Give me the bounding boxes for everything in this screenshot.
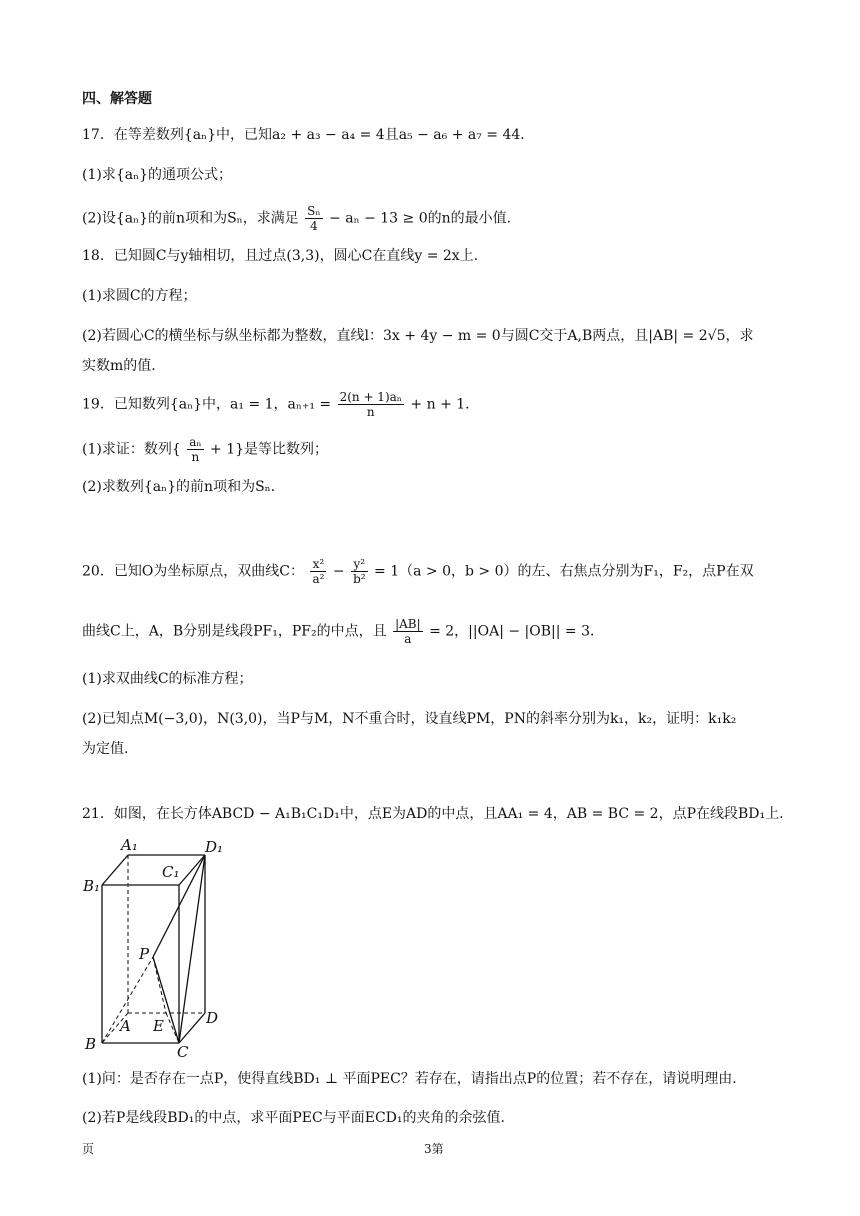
edge-b1-a1 [102, 855, 128, 885]
q20-x-den: a² [312, 572, 325, 586]
footer-page-number: 3第 [424, 1142, 444, 1156]
q20-y-den: b² [353, 572, 366, 586]
q19-part2: (2)求数列{aₙ}的前n项和为Sₙ． [82, 479, 285, 495]
label-c1: C₁ [162, 863, 180, 881]
q20-x-num: x² [310, 557, 326, 572]
q20-line2-a: 曲线C上，A，B分别是线段PF₁，PF₂的中点，且 [82, 623, 387, 640]
q21-part1: (1)问：是否存在一点P，使得直线BD₁ ⊥ 平面PEC？若存在，请指出点P的位置；若不存在，请说明理由. [82, 1071, 737, 1087]
label-p: P [139, 945, 150, 963]
q20-ab-den: a [404, 632, 412, 646]
q20-part2: (2)已知点M(−3,0)，N(3,0)，当P与M，N不重合时，设直线PM，PN的斜率分别为k₁，k₂，证明：k₁k₂ [82, 711, 737, 727]
section-heading: 四、解答题 [82, 91, 152, 107]
q17-part2 [82, 204, 790, 233]
q18-stem: 18．已知圆C与y轴相切，且过点(3,3)，圆心C在直线y = 2x上. [82, 248, 479, 264]
label-c: C [177, 1043, 189, 1060]
q17-part1: (1)求{aₙ}的通项公式； [82, 167, 233, 183]
q20-ab-num: |AB| [395, 617, 421, 631]
q19-part1-frac-num: aₙ [189, 435, 202, 449]
q19-stem-b: + n + 1． [410, 396, 480, 413]
q19-part1-a: (1)求证：数列{ [82, 441, 181, 458]
label-d: D [206, 1009, 219, 1027]
q17-stem: 17．在等差数列{aₙ}中，已知a₂ + a₃ − a₄ = 4且a₅ − a₆ + a₇ = 44． [82, 127, 535, 143]
q20-part1: (1)求双曲线C的标准方程； [82, 671, 253, 687]
q20-line2-b: = 2，||OA| − |OB|| = 3． [429, 623, 605, 640]
q19-part1-fraction [187, 435, 203, 464]
q19-part1-b: + 1}是等比数列； [210, 441, 329, 458]
segment-p-e-hidden [153, 957, 166, 1013]
q20-y-num: y² [351, 557, 368, 572]
segment-c-d1 [179, 855, 205, 1043]
label-a1: A₁ [121, 836, 138, 854]
q18-part2-cont: 实数m的值. [82, 358, 156, 374]
label-b1: B₁ [83, 877, 101, 895]
q19-stem-a: 19．已知数列{aₙ}中，a₁ = 1，aₙ₊₁ = [82, 396, 332, 413]
prism-figure [78, 835, 248, 1060]
label-a: A [120, 1017, 131, 1035]
q19-stem-frac-num: 2(n + 1)aₙ [339, 390, 402, 404]
q17-frac-num: Sₙ [307, 204, 321, 218]
q19-part1-frac-den: n [191, 450, 200, 464]
q17-part2-text-a: (2)设{aₙ}的前n项和为Sₙ，求满足 [82, 210, 299, 227]
q18-part2: (2)若圆心C的横坐标与纵坐标都为整数，直线l：3x + 4y − m = 0与圆C交于A,B两点，且|AB| = 2√5，求 [82, 328, 754, 344]
q20-y-fraction [351, 557, 368, 586]
label-d1: D₁ [205, 838, 224, 856]
q19-stem [82, 390, 790, 419]
q19-part1 [82, 435, 790, 464]
q18-part1: (1)求圆C的方程； [82, 288, 197, 304]
q20-minus: − [332, 563, 345, 580]
q20-stem-b: = 1（a > 0，b > 0）的左、右焦点分别为F₁，F₂，点P在双 [374, 563, 754, 580]
q17-part2-text-b: − aₙ − 13 ≥ 0的n的最小值. [329, 210, 512, 227]
q21-stem: 21．如图，在长方体ABCD − A₁B₁C₁D₁中，点E为AD的中点，且AA₁ = 4，AB = BC = 2，点P在线段BD₁上. [82, 806, 784, 822]
q20-stem [82, 557, 790, 586]
q20-part2-cont: 为定值. [82, 741, 129, 757]
q20-stem-a: 20．已知O为坐标原点，双曲线C： [82, 563, 305, 580]
q20-line2 [82, 617, 790, 646]
q21-part2: (2)若P是线段BD₁的中点，求平面PEC与平面ECD₁的夹角的余弦值. [82, 1110, 505, 1126]
q17-fraction [305, 204, 322, 233]
q20-ab-fraction [393, 617, 423, 646]
q17-frac-den: 4 [310, 219, 318, 233]
label-e: E [153, 1017, 164, 1035]
q20-x-fraction [310, 557, 326, 586]
q19-stem-frac-den: n [366, 405, 375, 419]
label-b: B [85, 1035, 97, 1053]
footer-left: 页 [82, 1142, 95, 1156]
q19-stem-fraction [338, 390, 404, 419]
